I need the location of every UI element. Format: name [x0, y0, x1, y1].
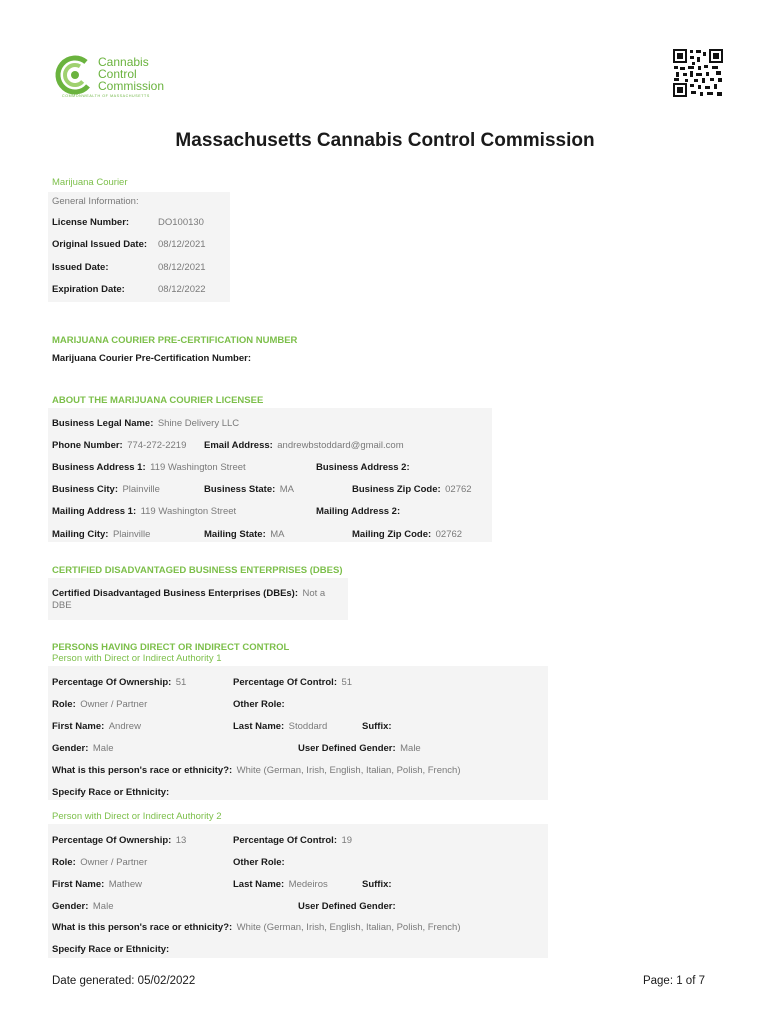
business-address-1 [52, 457, 246, 475]
race-value: White (German, Irish, English, Italian, Polish, French) [236, 922, 461, 933]
email-address-value: andrewbstoddard@gmail.com [277, 440, 404, 451]
gender-value: Male [92, 901, 114, 912]
original-issued-date-value: 08/12/2021 [158, 239, 206, 250]
role-value: Owner / Partner [80, 699, 148, 710]
mailing-state [204, 524, 284, 542]
business-city [52, 479, 160, 497]
person-2-gender [52, 896, 113, 914]
business-state-value: MA [279, 484, 294, 495]
issued-date-value: 08/12/2021 [158, 262, 206, 273]
first-name-value: Andrew [108, 721, 141, 732]
person-2-other-role [233, 852, 285, 870]
logo-line-2: Control [98, 67, 137, 81]
person-1-control [233, 672, 352, 690]
business-legal-name [52, 413, 239, 431]
user-gender-value: Male [400, 743, 421, 754]
role-value: Owner / Partner [80, 857, 148, 868]
license-number-value: DO100130 [158, 217, 204, 228]
specify-label: Specify Race or Ethnicity: [52, 944, 170, 955]
phone-number-label: Phone Number: [52, 440, 123, 451]
business-zip-label: Business Zip Code: [352, 484, 441, 495]
logo-c-mark-icon [54, 54, 96, 96]
person-1-other-role [233, 694, 285, 712]
page-title: Massachusetts Cannabis Control Commission [175, 130, 595, 151]
specify-label: Specify Race or Ethnicity: [52, 787, 170, 798]
person-2-suffix [362, 874, 392, 892]
mailing-address-2 [316, 501, 400, 519]
gender-label: Gender: [52, 901, 89, 912]
phone-number [52, 435, 186, 453]
person-2-last-name [233, 874, 328, 892]
person-1-gender [52, 738, 113, 756]
logo-subtitle: COMMONWEALTH OF MASSACHUSETTS [62, 94, 150, 98]
role-label: Role: [52, 699, 76, 710]
suffix-label: Suffix: [362, 721, 392, 732]
commission-logo [54, 54, 184, 100]
person-1-specify [52, 782, 169, 800]
mailing-address-1-value: 119 Washington Street [140, 506, 237, 517]
person-2-role [52, 852, 147, 870]
other-role-label: Other Role: [233, 857, 285, 868]
email-address [204, 435, 404, 453]
person-2-control [233, 830, 352, 848]
person-1-race [52, 760, 460, 778]
control-value: 19 [341, 835, 353, 846]
person-2-heading: Person with Direct or Indirect Authority 2 [52, 811, 222, 822]
user-gender-label: User Defined Gender: [298, 743, 396, 754]
issued-date-label: Issued Date: [52, 262, 109, 273]
business-city-label: Business City: [52, 484, 118, 495]
person-2-ownership [52, 830, 186, 848]
business-zip-value: 02762 [445, 484, 472, 495]
precert-heading: MARIJUANA COURIER PRE-CERTIFICATION NUMBER [52, 335, 298, 346]
business-city-value: Plainville [122, 484, 160, 495]
person-1-role [52, 694, 147, 712]
mailing-zip [352, 524, 462, 542]
first-name-label: First Name: [52, 721, 105, 732]
business-state-label: Business State: [204, 484, 276, 495]
mailing-city-value: Plainville [112, 529, 151, 540]
dbe-value-part1: Not a [302, 588, 326, 599]
last-name-label: Last Name: [233, 721, 285, 732]
control-label: Percentage Of Control: [233, 677, 337, 688]
last-name-label: Last Name: [233, 879, 285, 890]
ownership-label: Percentage Of Ownership: [52, 835, 172, 846]
person-1-suffix [362, 716, 392, 734]
ownership-value: 13 [175, 835, 187, 846]
general-info-heading: General Information: [52, 196, 139, 207]
control-heading: PERSONS HAVING DIRECT OR INDIRECT CONTROL [52, 642, 290, 653]
logo-line-3: Commission [98, 79, 165, 93]
mailing-zip-value: 02762 [435, 529, 463, 540]
business-address-1-label: Business Address 1: [52, 462, 146, 473]
race-label: What is this person's race or ethnicity?: [52, 922, 233, 933]
person-2-specify [52, 939, 169, 957]
mailing-zip-label: Mailing Zip Code: [352, 529, 432, 540]
dbe-label: Certified Disadvantaged Business Enterprises (DBEs): [52, 588, 299, 599]
last-name-value: Medeiros [288, 879, 328, 890]
logo-line-1: Cannabis [98, 55, 149, 69]
business-address-2-label: Business Address 2: [316, 462, 410, 473]
license-type: Marijuana Courier [52, 177, 128, 188]
expiration-date-value: 08/12/2022 [158, 284, 206, 295]
person-1-heading: Person with Direct or Indirect Authority 1 [52, 653, 222, 664]
original-issued-date-label: Original Issued Date: [52, 239, 148, 250]
last-name-value: Stoddard [288, 721, 328, 732]
business-address-2 [316, 457, 410, 475]
license-number-label: License Number: [52, 217, 130, 228]
mailing-address-1-label: Mailing Address 1: [52, 506, 137, 517]
gender-value: Male [92, 743, 114, 754]
phone-number-value: 774-272-2219 [127, 440, 187, 451]
date-generated: Date generated: 05/02/2022 [52, 975, 196, 987]
race-label: What is this person's race or ethnicity?: [52, 765, 233, 776]
first-name-value: Mathew [108, 879, 142, 890]
person-1-last-name [233, 716, 327, 734]
person-1-first-name [52, 716, 141, 734]
person-1-ownership [52, 672, 186, 690]
dbe-heading: CERTIFIED DISADVANTAGED BUSINESS ENTERPRISES (DBES) [52, 565, 343, 576]
user-gender-label: User Defined Gender: [298, 901, 396, 912]
control-value: 51 [341, 677, 353, 688]
ownership-value: 51 [175, 677, 187, 688]
business-legal-name-label: Business Legal Name: [52, 418, 154, 429]
business-state [204, 479, 294, 497]
business-address-1-value: 119 Washington Street [150, 462, 246, 473]
business-legal-name-value: Shine Delivery LLC [157, 418, 240, 429]
page-number: Page: 1 of 7 [642, 975, 705, 987]
mailing-state-label: Mailing State: [204, 529, 266, 540]
mailing-address-2-label: Mailing Address 2: [316, 506, 401, 517]
first-name-label: First Name: [52, 879, 105, 890]
person-2-race [52, 917, 460, 935]
mailing-state-value: MA [270, 529, 285, 540]
mailing-city-label: Mailing City: [52, 529, 109, 540]
email-address-label: Email Address: [204, 440, 273, 451]
suffix-label: Suffix: [362, 879, 392, 890]
person-1-user-gender [298, 738, 421, 756]
other-role-label: Other Role: [233, 699, 285, 710]
expiration-date-label: Expiration Date: [52, 284, 125, 295]
mailing-address-1 [52, 501, 236, 519]
business-zip [352, 479, 472, 497]
precert-label: Marijuana Courier Pre-Certification Number: [52, 353, 252, 364]
person-2-user-gender [298, 896, 396, 914]
race-value: White (German, Irish, English, Italian, Polish, French) [236, 765, 461, 776]
qr-code [672, 48, 724, 98]
mailing-city [52, 524, 150, 542]
dbe-field [52, 583, 325, 601]
licensee-heading: ABOUT THE MARIJUANA COURIER LICENSEE [52, 395, 264, 406]
ownership-label: Percentage Of Ownership: [52, 677, 172, 688]
gender-label: Gender: [52, 743, 89, 754]
person-2-first-name [52, 874, 142, 892]
role-label: Role: [52, 857, 76, 868]
dbe-value-part2: DBE [52, 600, 72, 611]
control-label: Percentage Of Control: [233, 835, 337, 846]
